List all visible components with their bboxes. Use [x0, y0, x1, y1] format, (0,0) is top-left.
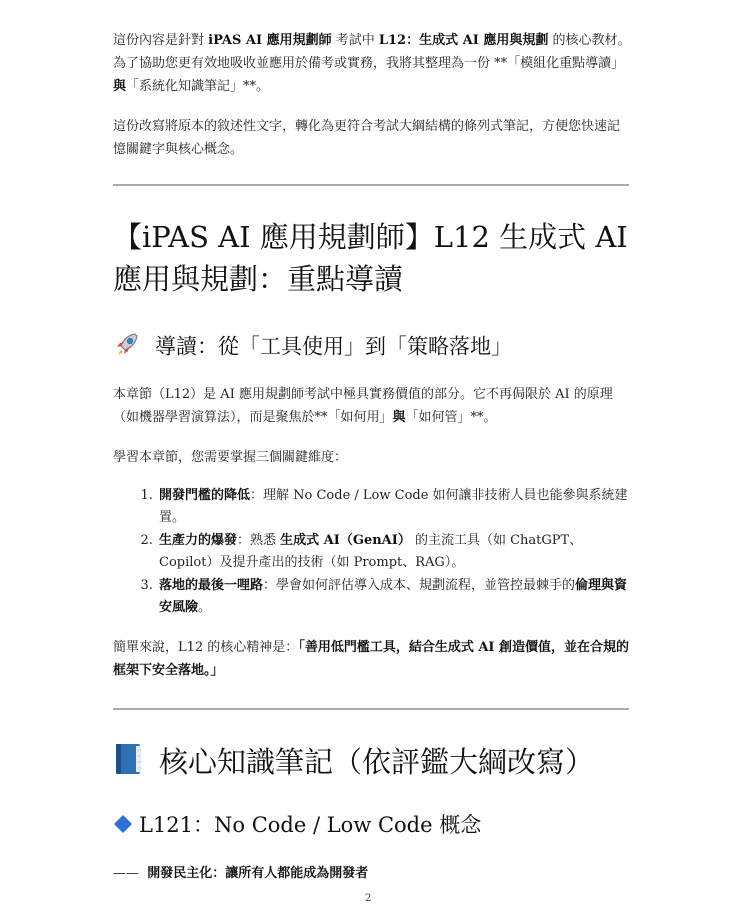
book-icon	[113, 742, 145, 787]
list-item: 3. 落地的最後一哩路：學會如何評估導入成本、規劃流程，並管控最棘手的倫理與資安風險。	[157, 575, 631, 619]
divider	[113, 184, 629, 186]
intro-paragraph-2: 這份改寫將原本的敘述性文字，轉化為更符合考試大綱結構的條列式筆記，方便您快速記憶關鍵字與核心概念。	[113, 119, 621, 157]
intro-paragraph-1: 這份內容是針對 iPAS AI 應用規劃師 考試中 L12：生成式 AI 應用與規劃 的核心教材。為了協助您更有效地吸收並應用於備考或實務，我將其整理為一份 **「模組化重點導讀」與「系統化知識筆記」**。	[113, 33, 631, 94]
section-heading-intro: 導讀：從「工具使用」到「策略落地」	[113, 330, 512, 366]
page-number: 2	[365, 893, 372, 904]
list-item: 1. 開發門檻的降低：理解 No Code / Low Code 如何讓非技術人員也能參與系統建置。	[157, 485, 631, 529]
section1-paragraph-2: 學習本章節，您需要掌握三個關鍵維度：	[113, 450, 348, 465]
note-heading: —— 開發民主化：讓所有人都能成為開發者	[113, 866, 369, 881]
key-dimensions-list	[113, 485, 631, 620]
section1-paragraph-1: 本章節（L12）是 AI 應用規劃師考試中極具實務價值的部分。它不再侷限於 AI 的原理（如機器學習演算法），而是聚焦於**「如何用」與「如何管」**。	[113, 387, 613, 425]
rocket-icon	[113, 330, 141, 366]
section1-summary: 簡單來說，L12 的核心精神是：「善用低門檻工具，結合生成式 AI 創造價值，並在合規的框架下安全落地。」	[113, 640, 630, 678]
divider	[113, 708, 629, 710]
subsection-heading-l121: L121：No Code / Low Code 概念	[113, 810, 481, 842]
section-heading-notes: 核心知識筆記（依評鑑大綱改寫）	[113, 741, 594, 787]
page-title: 【iPAS AI 應用規劃師】L12 生成式 AI 應用與規劃：重點導讀	[113, 220, 628, 296]
diamond-icon	[113, 812, 133, 842]
list-item: 2. 生產力的爆發：熟悉 生成式 AI（GenAI） 的主流工具（如 ChatGPT、Copilot）及提升產出的技術（如 Prompt、RAG）。	[157, 530, 631, 574]
